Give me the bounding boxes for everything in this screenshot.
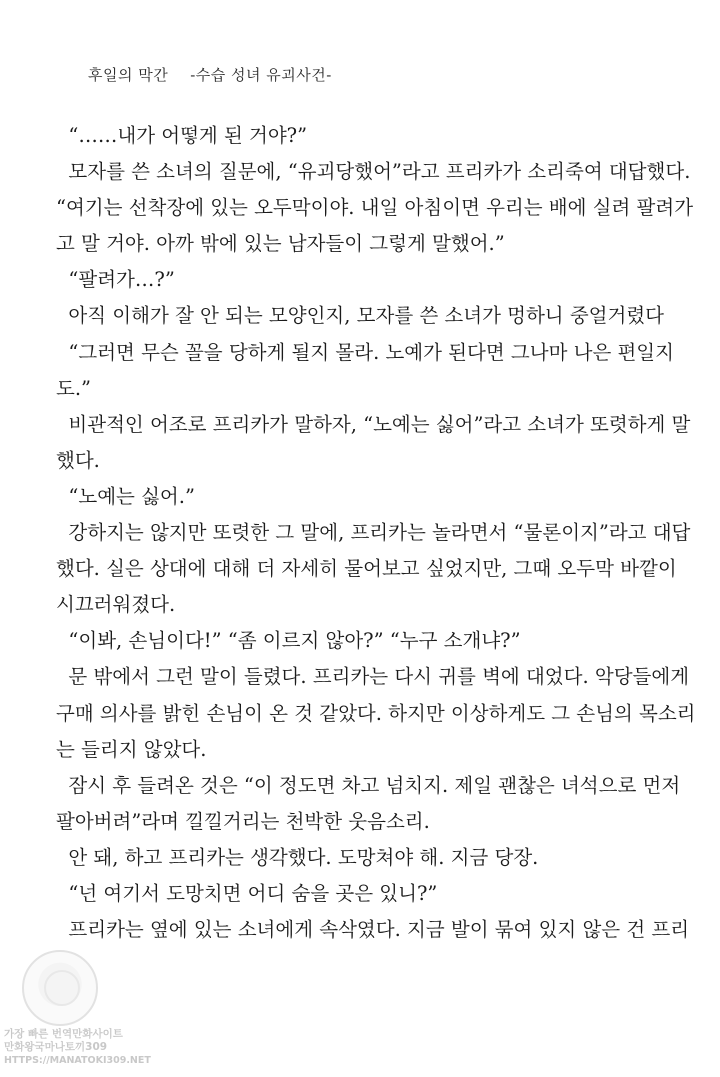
text-line: 비관적인 어조로 프리카가 말하자, “노예는 싫어”라고 소녀가 또렷하게 말	[56, 412, 691, 436]
text-line: 문 밖에서 그런 말이 들렸다. 프리카는 다시 귀를 벽에 대었다. 악당들에게	[56, 665, 690, 689]
text-line: 팔아버려”라며 낄낄거리는 천박한 웃음소리.	[56, 809, 430, 833]
text-line: 프리카는 옆에 있는 소녀에게 속삭였다. 지금 발이 묶여 있지 않은 건 프리	[56, 918, 690, 942]
running-head	[88, 64, 332, 85]
text-line: “그러면 무슨 꼴을 당하게 될지 몰라. 노예가 된다면 그나마 나은 편일지	[56, 340, 674, 364]
watermark	[4, 950, 151, 1072]
text-line: 잠시 후 들려온 것은 “이 정도면 차고 넘치지. 제일 괜찮은 녀석으로 먼저	[56, 773, 681, 797]
text-line: 도.”	[56, 376, 92, 400]
text-line: “팔려가…?”	[56, 268, 175, 292]
running-head-chapter: 후일의 막간	[88, 66, 169, 84]
text-line: 강하지는 않지만 또렷한 그 말에, 프리카는 놀라면서 “물론이지”라고 대답	[56, 521, 691, 545]
text-line: 구매 의사를 밝힌 손님이 온 것 같았다. 하지만 이상하게도 그 손님의 목소리	[56, 701, 696, 725]
watermark-line-2: 만화왕국마나토끼309	[4, 1041, 108, 1053]
watermark-line-3: HTTPS://MANATOKI309.NET	[4, 1055, 151, 1066]
text-line: 시끄러워졌다.	[56, 593, 176, 617]
text-line: 아직 이해가 잘 안 되는 모양인지, 모자를 쓴 소녀가 멍하니 중얼거렸다	[56, 304, 665, 328]
text-line: 했다.	[56, 448, 100, 472]
running-head-title: -수습 성녀 유괴사건-	[190, 66, 332, 84]
text-line: 는 들리지 않았다.	[56, 737, 207, 761]
watermark-badge-icon	[22, 950, 98, 1026]
text-line: 했다. 실은 상대에 대해 더 자세히 물어보고 싶었지만, 그때 오두막 바깥이	[56, 557, 677, 581]
text-line: “……내가 어떻게 된 거야?”	[56, 124, 308, 147]
text-line: 모자를 쓴 소녀의 질문에, “유괴당했어”라고 프리카가 소리죽여 대답했다.	[56, 160, 691, 184]
text-line: “여기는 선착장에 있는 오두막이야. 내일 아침이면 우리는 배에 실려 팔려가	[56, 196, 694, 220]
text-line: “이봐, 손님이다!” “좀 이르지 않아?” “누구 소개냐?”	[56, 629, 521, 653]
text-line: 안 돼, 하고 프리카는 생각했다. 도망쳐야 해. 지금 당장.	[56, 845, 539, 869]
text-line: 고 말 거야. 아까 밖에 있는 남자들이 그렇게 말했어.”	[56, 232, 505, 256]
body-text	[56, 118, 696, 948]
text-line: “노예는 싫어.”	[56, 484, 195, 508]
watermark-line-1: 가장 빠른 번역만화사이트	[4, 1028, 123, 1040]
text-line: “넌 여기서 도망치면 어디 숨을 곳은 있니?”	[56, 881, 438, 905]
